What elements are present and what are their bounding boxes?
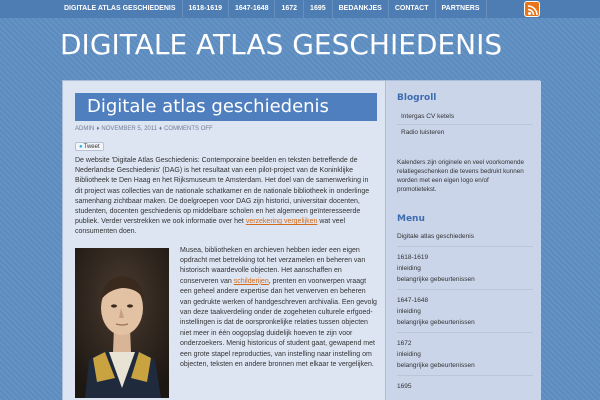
paragraph-text: , prenten en voorwerpen vraagt een geheel andere expertise dan het verwerven en beheren van gedrukte werken of handgeschreven archivalia. Een gevolg van deze taakverdeling onder de zogeheten culturele erfgoed-instellingen is dat de oorspronkelijke relaties tussen objecten niet meer in één oogopslag duidelijk hoeven te zijn voor onderzoekers. Menig historicus of student gaat, gewapend met een grote stapel reproducties, van instelling naar instelling om objecten, teksten en andere bronnen met elkaar te vergelijken. bbox=[180, 277, 377, 369]
sidebar-blurb: Kalenders zijn originele en veel voorkomende relatiegeschenken die tevens bedrukt kunnen worden met een eigen logo en/of promotietekst. bbox=[397, 159, 525, 193]
blogroll-list bbox=[397, 109, 533, 140]
menu-item[interactable]: 1695 bbox=[397, 375, 533, 392]
post-paragraph-1 bbox=[75, 156, 377, 238]
menu-item[interactable]: 1618-1619 bbox=[397, 246, 533, 263]
blogroll-title: Blogroll bbox=[397, 93, 437, 103]
sidebar-menu bbox=[397, 231, 533, 392]
menu-subitem[interactable]: inleiding bbox=[397, 351, 421, 358]
menu-subitem[interactable]: belangrijke gebeurtenissen bbox=[397, 319, 475, 326]
post-title[interactable]: Digitale atlas geschiedenis bbox=[75, 93, 377, 121]
menu-title: Menu bbox=[397, 214, 425, 224]
post-date[interactable]: NOVEMBER 5, 2011 bbox=[101, 126, 157, 132]
nav-item-contact[interactable]: CONTACT bbox=[389, 0, 436, 18]
menu-subitem[interactable]: belangrijke gebeurtenissen bbox=[397, 276, 475, 283]
top-navigation bbox=[0, 0, 600, 18]
nav-item-1618-1619[interactable]: 1618-1619 bbox=[183, 0, 229, 18]
menu-item[interactable]: Digitale atlas geschiedenis bbox=[397, 233, 474, 240]
menu-item[interactable]: 1672 bbox=[397, 332, 533, 349]
paragraph-text: De website 'Digitale Atlas Geschiedenis: Contemporaine beelden en teksten betreffende de Nederlandse Geschiedenis' (DAG) is het resultaat van een pilot-project van de Koninklijke Bibliotheek te Den Haag en het Rijksmuseum te Amsterdam. Het doel van de samenwerking in dit project was collecties van de nationale schatkamer en de nationale bibliotheek in onderlinge samenhang zichtbaar maken. De doelgroepen voor DAG zijn historici, universitair docenten, studenten, docenten geschiedenis op middelbare scholen en het algemeen geïnteresseerde publiek. Verder verstrekken we ook informatie over het bbox=[75, 157, 370, 226]
rss-icon[interactable] bbox=[524, 1, 540, 17]
post-comments: COMMENTS OFF bbox=[164, 126, 213, 132]
blogroll-item[interactable]: Intergas CV ketels bbox=[397, 109, 533, 125]
paragraph-text: wat veel consumenten doen. bbox=[75, 218, 346, 236]
nav-item-home[interactable]: DIGITALE ATLAS GESCHIEDENIS bbox=[60, 0, 183, 18]
content-frame bbox=[62, 80, 540, 400]
menu-subitem[interactable]: inleiding bbox=[397, 308, 421, 315]
twitter-bird-icon: ● bbox=[79, 144, 83, 150]
post-meta: ADMIN ♦ NOVEMBER 5, 2011 ♦ COMMENTS OFF bbox=[75, 126, 213, 132]
site-title[interactable]: DIGITALE ATLAS GESCHIEDENIS bbox=[60, 28, 503, 61]
menu-subitem[interactable]: inleiding bbox=[397, 265, 421, 272]
portrait-block bbox=[75, 248, 377, 398]
main-content bbox=[63, 81, 386, 400]
nav-item-1695[interactable]: 1695 bbox=[304, 0, 333, 18]
blogroll-item[interactable]: Radio luisteren bbox=[401, 129, 445, 136]
paragraph-text: Musea, bibliotheken en archieven hebben ieder een eigen opdracht met betrekking tot het verzamelen en beheren van historisch waardevolle objecten. Het aanschaffen en conserveren van bbox=[180, 246, 366, 285]
nav-item-1647-1648[interactable]: 1647-1648 bbox=[229, 0, 275, 18]
post-author[interactable]: ADMIN bbox=[75, 126, 95, 132]
nav-menu bbox=[60, 0, 487, 18]
menu-item[interactable]: 1647-1648 bbox=[397, 289, 533, 306]
schilderijen-link[interactable]: schilderijen bbox=[233, 277, 269, 285]
sidebar bbox=[387, 81, 541, 400]
menu-subitem[interactable]: belangrijke gebeurtenissen bbox=[397, 362, 475, 369]
tweet-label: Tweet bbox=[83, 144, 100, 150]
tweet-button[interactable] bbox=[75, 142, 104, 151]
post-paragraph-2 bbox=[180, 246, 378, 371]
verzekering-link[interactable]: verzekering vergelijken bbox=[245, 218, 318, 226]
nav-item-1672[interactable]: 1672 bbox=[275, 0, 304, 18]
napoleon-portrait-image bbox=[75, 248, 169, 398]
nav-item-partners[interactable]: PARTNERS bbox=[436, 0, 487, 18]
nav-item-bedankjes[interactable]: BEDANKJES bbox=[333, 0, 389, 18]
